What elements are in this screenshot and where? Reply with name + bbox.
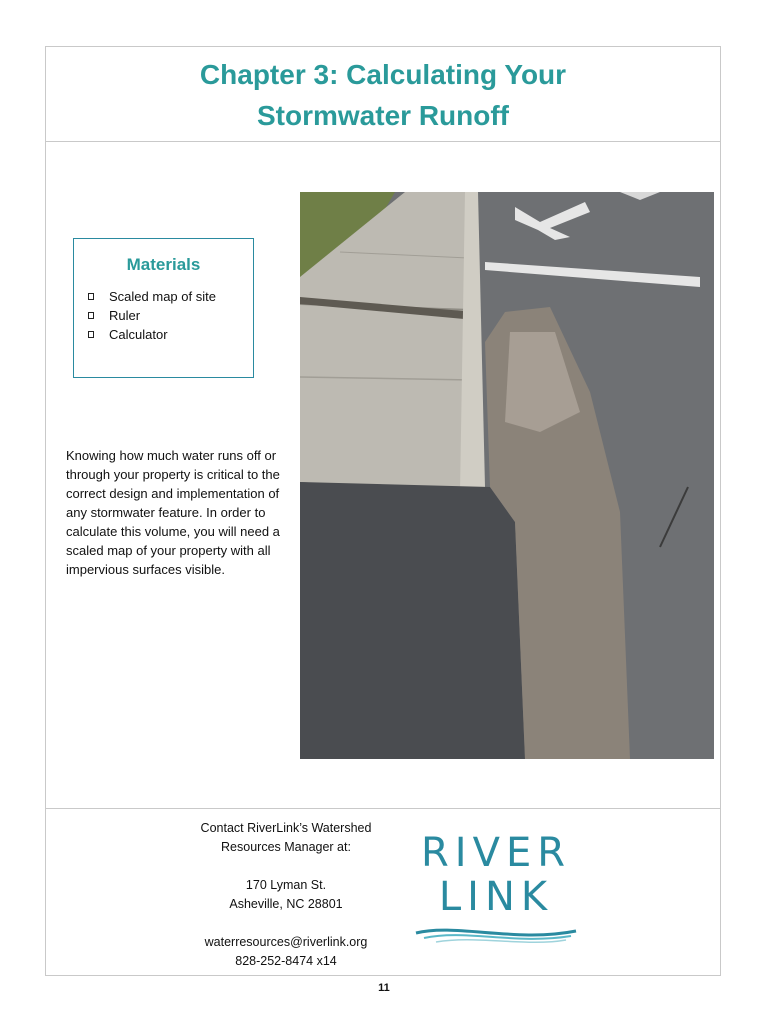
materials-list [74, 287, 253, 344]
contact-address-1: 170 Lyman St. [245, 878, 327, 892]
footer-divider [46, 808, 720, 809]
body-paragraph: Knowing how much water runs off or through your property is critical to the correct design and implementation of any stormwater feature. In order to calculate this volume, you will need a scaled map of your property with all impervious surfaces visible. [66, 448, 280, 577]
chapter-title-line-1: Chapter 3: Calculating Your [199, 59, 567, 90]
contact-email: waterresources@riverlink.org [204, 935, 368, 949]
stormwater-photo-illustration [300, 192, 714, 759]
logo-line-2: LINK [438, 874, 554, 920]
page-number: 11 [378, 982, 390, 994]
checkbox-icon [88, 312, 94, 319]
chapter-title-line-2: Stormwater Runoff [257, 100, 509, 131]
materials-item [88, 325, 253, 344]
contact-address-2: Asheville, NC 28801 [229, 897, 343, 911]
logo-line-1: RIVER [420, 830, 572, 876]
materials-item-label: Calculator [109, 327, 168, 342]
materials-heading: Materials [126, 255, 201, 274]
stormwater-photo [300, 192, 714, 759]
materials-box [73, 238, 254, 378]
contact-phone: 828-252-8474 x14 [235, 954, 337, 968]
checkbox-icon [88, 331, 94, 338]
materials-item [88, 306, 253, 325]
checkbox-icon [88, 293, 94, 300]
page-frame [45, 46, 721, 976]
materials-item-label: Scaled map of site [109, 289, 216, 304]
contact-line-1: Contact RiverLink’s Watershed [200, 821, 372, 835]
contact-line-2: Resources Manager at: [221, 840, 351, 854]
contact-block [186, 819, 386, 971]
riverlink-logo [406, 831, 586, 951]
materials-item [88, 287, 253, 306]
water-wave-icon [406, 919, 586, 945]
materials-item-label: Ruler [109, 308, 141, 323]
title-box [46, 47, 720, 142]
